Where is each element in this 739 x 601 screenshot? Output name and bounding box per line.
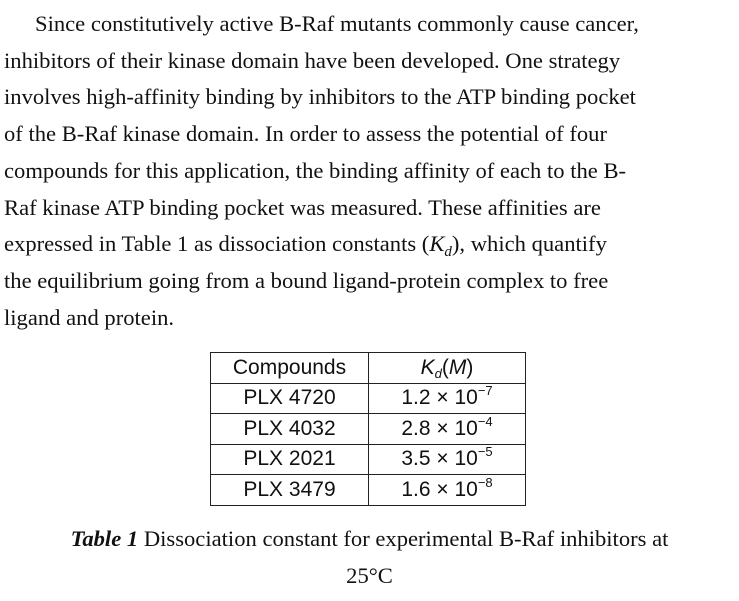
passage-line-2: inhibitors of their kinase domain have been developed. One strategy: [4, 47, 621, 73]
compound-cell: PLX 4032: [211, 414, 369, 445]
compound-cell: PLX 3479: [211, 475, 369, 506]
table-row: [211, 444, 526, 475]
table-row: [211, 475, 526, 506]
kd-mantissa: 2.8: [401, 416, 431, 440]
header-kd-subscript: d: [434, 365, 442, 381]
header-kd-unit: M: [448, 355, 467, 379]
kd-value-cell: [369, 414, 526, 445]
dissociation-table-container: [210, 352, 526, 506]
caption-line-1: [0, 521, 739, 558]
kd-inline-symbol: [429, 231, 452, 261]
passage-line-5: compounds for this application, the binding affinity of each to the B-: [4, 157, 627, 183]
header-kd-open-paren: (: [441, 355, 449, 379]
table-row: [211, 383, 526, 414]
passage-line-9: ligand and protein.: [4, 304, 175, 330]
passage-line-1: Since constitutively active B-Raf mutants commonly cause cancer,: [35, 11, 639, 36]
kd-value-cell: [369, 444, 526, 475]
caption-label: Table 1: [70, 526, 139, 551]
passage-line-6: Raf kinase ATP binding pocket was measured. These affinities are: [4, 194, 601, 220]
table-header-row: [211, 353, 526, 384]
header-kd-letter: K: [420, 355, 435, 379]
caption-text: Dissociation constant for experimental B-Raf inhibitors at: [138, 526, 669, 551]
kd-exponent: −4: [477, 413, 493, 429]
compound-cell: PLX 2021: [211, 444, 369, 475]
caption-line-2: 25°C: [346, 562, 393, 588]
kd-base: × 10: [436, 447, 478, 471]
kd-inline-subscript: d: [444, 244, 452, 261]
kd-value-cell: [369, 383, 526, 414]
table-row: [211, 414, 526, 445]
header-kd: [369, 353, 526, 384]
passage-line-7: [4, 226, 736, 263]
compound-cell: PLX 4720: [211, 383, 369, 414]
dissociation-constant-table: [210, 352, 526, 506]
passage-line-7-start: expressed in Table 1 as dissociation constants (: [4, 231, 430, 257]
passage-line-7-end: ), which quantify: [451, 231, 607, 257]
kd-value-cell: [369, 475, 526, 506]
kd-mantissa: 3.5: [401, 447, 431, 471]
passage-line-3: involves high-affinity binding by inhibitors to the ATP binding pocket: [4, 84, 636, 110]
table-caption: [0, 521, 739, 594]
kd-exponent: −7: [477, 383, 493, 399]
kd-mantissa: 1.2: [401, 386, 431, 410]
header-compounds: Compounds: [211, 353, 369, 384]
kd-base: × 10: [436, 477, 478, 501]
passage-line-4: of the B-Raf kinase domain. In order to assess the potential of four: [4, 121, 607, 147]
passage-line-8: the equilibrium going from a bound ligand-protein complex to free: [4, 267, 609, 293]
passage-paragraph: [4, 6, 736, 336]
header-kd-close-paren: ): [466, 355, 474, 379]
kd-base: × 10: [436, 386, 478, 410]
kd-base: × 10: [436, 416, 478, 440]
kd-mantissa: 1.6: [401, 477, 431, 501]
kd-inline-letter: K: [429, 231, 445, 257]
kd-exponent: −8: [477, 474, 493, 490]
kd-exponent: −5: [477, 444, 493, 460]
